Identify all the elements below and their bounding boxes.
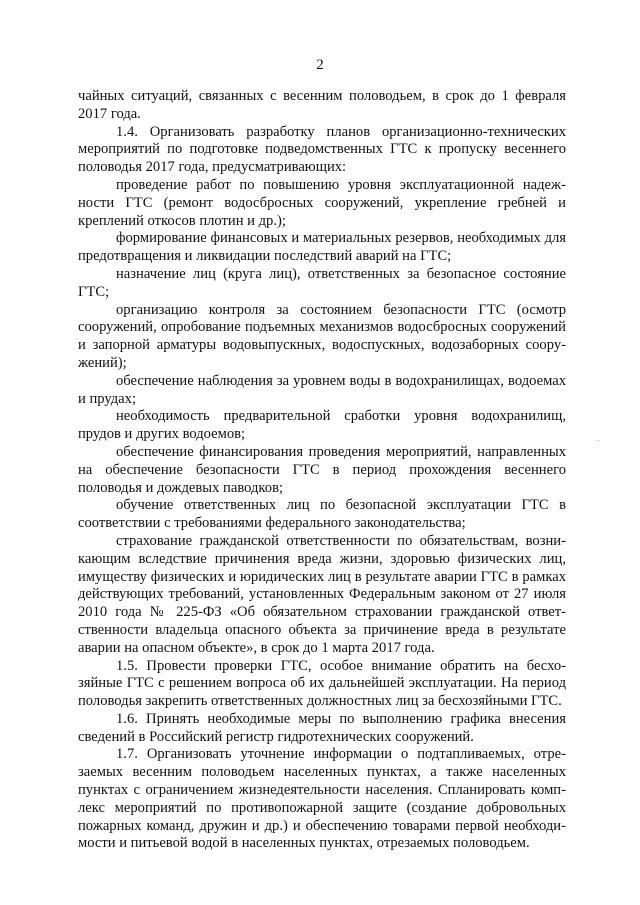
list-item-financing: обеспечение финансирования проведения мероприятий, направленных на обеспечение безопасности ГТС в период прохождения весеннего половодья и дождевых паводков; — [78, 443, 566, 496]
list-item-operational-reliability: проведение работ по повышению уровня эксплуатационной надежности ГТС (ремонт водосбросных сооружений, укрепление гребней и креплений откосов плотин и др.); — [78, 176, 566, 229]
list-item-water-level-monitoring: обеспечение наблюдения за уровнем воды в водохранилищах, водоемах и прудах; — [78, 372, 566, 407]
paragraph-1-5: 1.5. Провести проверки ГТС, особое внимание обратить на бесхозяйные ГТС с решением вопроса об их дальнейшей эксплуатации. На период половодья закрепить ответственных должностных лиц за бесхозяйными ГТС. — [78, 657, 566, 710]
page-number: 2 — [316, 57, 324, 73]
list-item-safety-control: организацию контроля за состоянием безопасности ГТС (осмотр сооружений, опробование подъемных механизмов водосбросных сооружений и запорной арматуры водовыпускных, водоспускных, водозаборных сооружений); — [78, 301, 566, 371]
scan-speck — [598, 440, 599, 441]
paragraph-1-4: 1.4. Организовать разработку планов организационно-технических мероприятий по подготовке подведомственных ГТС к пропуску весеннего половодья 2017 года, предусматривающих: — [78, 123, 566, 176]
paragraph-0: чайных ситуаций, связанных с весенним половодьем, в срок до 1 февраля 2017 года. — [78, 88, 566, 122]
list-item-responsible-persons: назначение лиц (круга лиц), ответственных за безопасное состояние ГТС; — [78, 265, 566, 300]
paragraph-1-7: 1.7. Организовать уточнение информации о подтапливаемых, отрезаемых весенним половодьем населенных пунктах, а также населенных пунктах с ограничением жизнедеятельности населения. Спланировать комплекс мероприятий по противопожарной защите (создание добровольных пожарных команд, дружин и др.) и обеспечению товарами первой необходимости и питьевой водой в населенных пунктах, отрезаемых половодьем. — [78, 746, 566, 852]
list-item-training: обучение ответственных лиц по безопасной эксплуатации ГТС в соответствии с требованиями федерального законодательства; — [78, 497, 566, 532]
document-body — [78, 88, 566, 853]
list-item-reserves: формирование финансовых и материальных резервов, необходимых для предотвращения и ликвидации последствий аварий на ГТС; — [78, 230, 566, 265]
list-item-preliminary-drawdown: необходимость предварительной сработки уровня водохранилищ, прудов и других водоемов; — [78, 408, 566, 443]
paragraph-1-6: 1.6. Принять необходимые меры по выполнению графика внесения сведений в Российский регистр гидротехнических сооружений. — [78, 710, 566, 745]
list-item-insurance: страхование гражданской ответственности по обязательствам, возникающим вследствие причинения вреда жизни, здоровью физических лиц, имуществу физических и юридических лиц в результате аварии ГТС в рамках действующих требований, установленных Федеральным законом от 27 июля 2010 года № 225-ФЗ «Об обязательном страховании гражданской ответственности владельца опасного объекта за причинение вреда в результате аварии на опасном объекте», в срок до 1 марта 2017 года. — [78, 532, 566, 656]
